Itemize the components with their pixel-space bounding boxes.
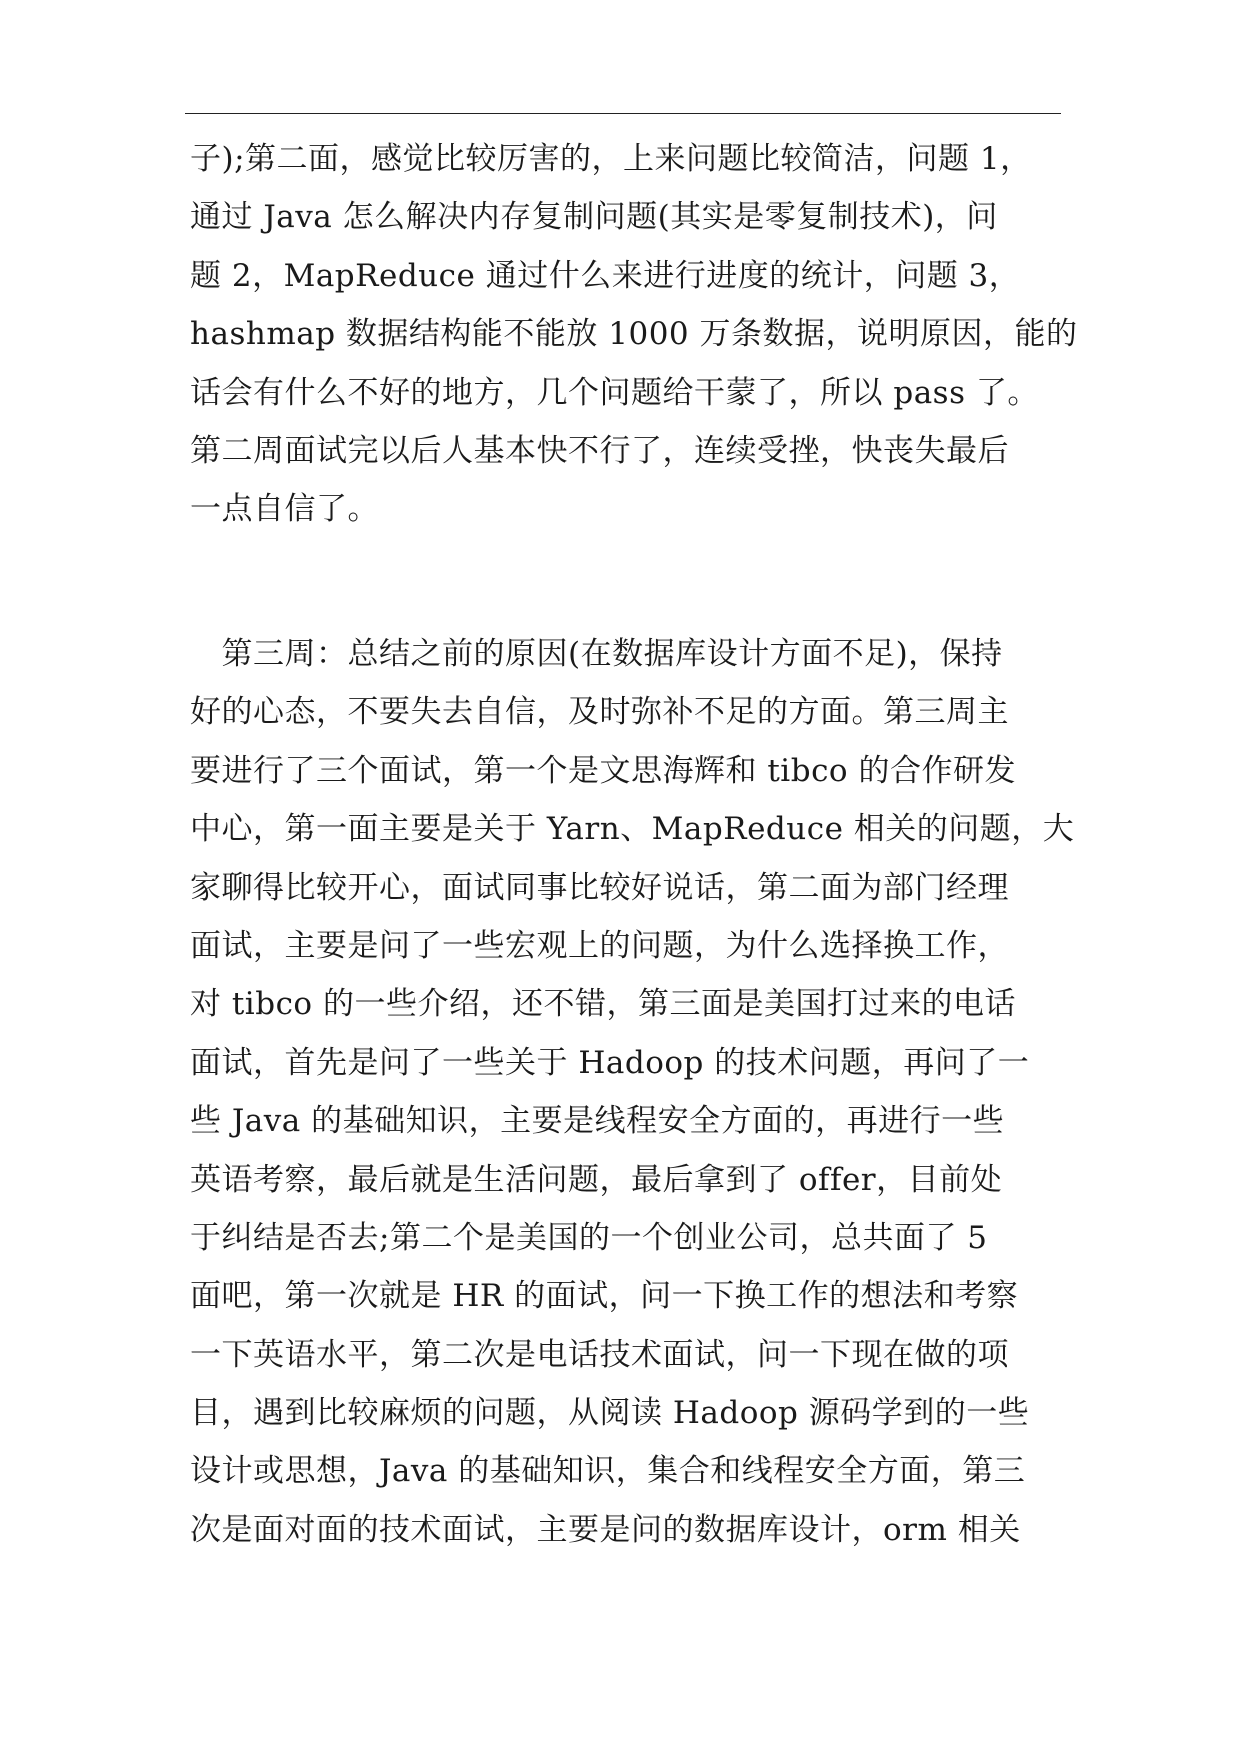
text-line: 面吧，第一次就是 HR 的面试，问一下换工作的想法和考察 (190, 1278, 1019, 1315)
text-line: 中心，第一面主要是关于 Yarn、MapReduce 相关的问题，大 (190, 811, 1075, 848)
text-line: 一下英语水平，第二次是电话技术面试，问一下现在做的项 (190, 1336, 1009, 1373)
paragraph-1 (190, 130, 1078, 539)
text-line: 设计或思想，Java 的基础知识，集合和线程安全方面，第三 (190, 1453, 1026, 1490)
text-line: 通过 Java 怎么解决内存复制问题(其实是零复制技术)，问 (190, 199, 998, 236)
text-line: 好的心态，不要失去自信，及时弥补不足的方面。第三周主 (190, 694, 1009, 731)
text-line: 次是面对面的技术面试，主要是问的数据库设计，orm 相关 (190, 1511, 1021, 1548)
text-line: hashmap 数据结构能不能放 1000 万条数据，说明原因，能的 (190, 316, 1078, 353)
text-line: 第二周面试完以后人基本快不行了，连续受挫，快丧失最后 (190, 432, 1009, 469)
text-line: 面试，主要是问了一些宏观上的问题，为什么选择换工作， (190, 927, 1009, 964)
paragraph-2 (190, 625, 1074, 1559)
text-line: 要进行了三个面试，第一个是文思海辉和 tibco 的合作研发 (190, 752, 1016, 789)
text-line: 些 Java 的基础知识，主要是线程安全方面的，再进行一些 (190, 1103, 1005, 1140)
text-line: 子);第二面，感觉比较厉害的，上来问题比较简洁，问题 1， (190, 141, 1032, 177)
text-line: 第三周：总结之前的原因(在数据库设计方面不足)，保持 (190, 636, 1003, 672)
text-line: 英语考察，最后就是生活问题，最后拿到了 offer，目前处 (190, 1161, 1003, 1198)
text-line: 题 2，MapReduce 通过什么来进行进度的统计，问题 3， (190, 257, 1021, 294)
text-line: 一点自信了。 (190, 491, 379, 528)
text-line: 对 tibco 的一些介绍，还不错，第三面是美国打过来的电话 (190, 986, 1016, 1023)
text-line: 面试，首先是问了一些关于 Hadoop 的技术问题，再问了一 (190, 1044, 1030, 1081)
text-line: 于纠结是否去;第二个是美国的一个创业公司，总共面了 5 (190, 1219, 988, 1256)
text-line: 话会有什么不好的地方，几个问题给干蒙了，所以 pass 了。 (190, 374, 1039, 411)
text-line: 目，遇到比较麻烦的问题，从阅读 Hadoop 源码学到的一些 (190, 1395, 1030, 1432)
header-rule (185, 113, 1061, 114)
text-line: 家聊得比较开心，面试同事比较好说话，第二面为部门经理 (190, 869, 1009, 906)
